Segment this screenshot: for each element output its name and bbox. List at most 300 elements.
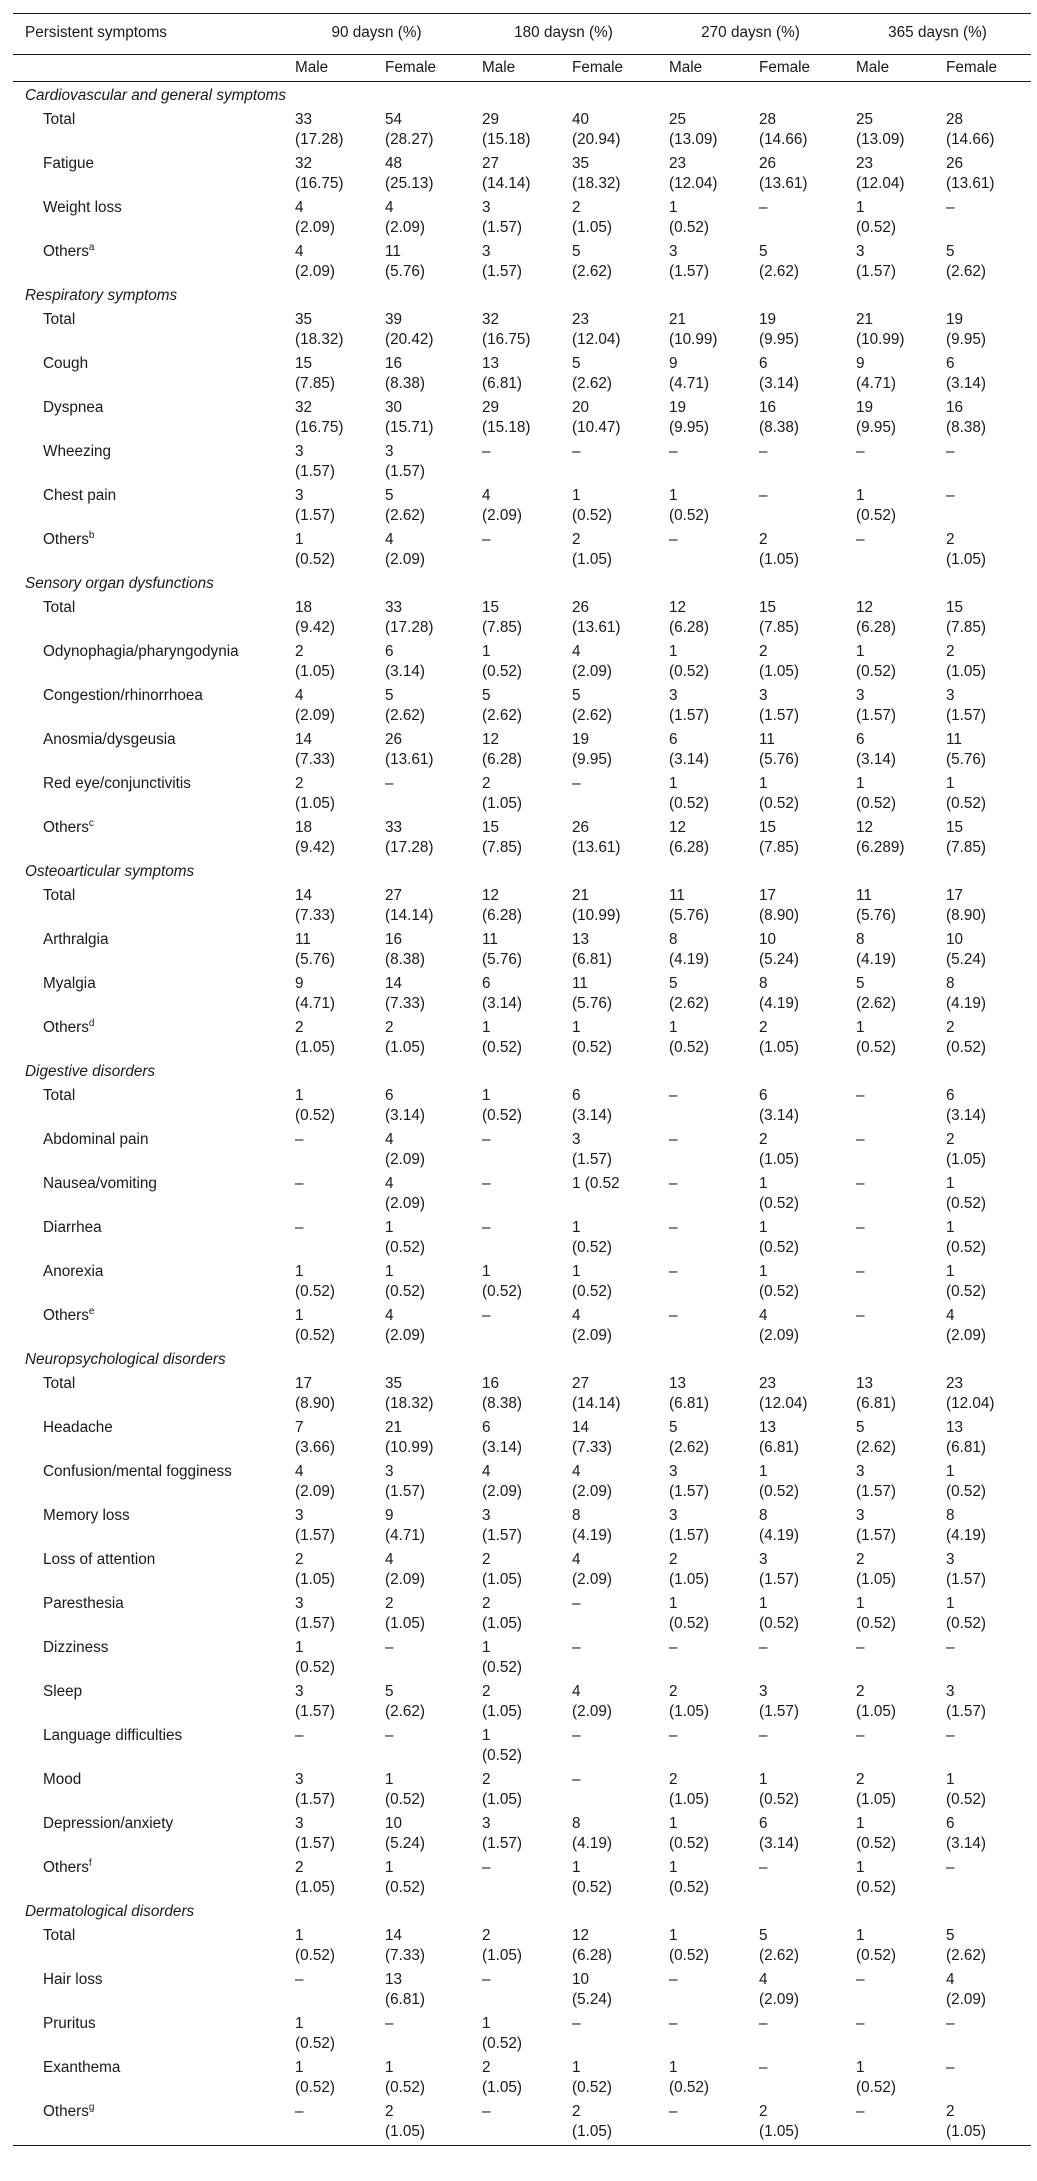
- value-cell: [470, 1170, 560, 1214]
- value-cell: [747, 770, 844, 814]
- count-value: 1: [482, 1727, 491, 1744]
- percent-value: (13.61): [759, 175, 808, 192]
- percent-value: (0.52): [759, 1239, 799, 1256]
- value-cell: [560, 150, 657, 194]
- count-value: 4: [946, 1307, 955, 1324]
- value-cell: [747, 1590, 844, 1634]
- value-cell: [560, 238, 657, 282]
- percent-value: (6.28): [856, 619, 896, 636]
- percent-value: (7.85): [482, 619, 522, 636]
- section-row: [13, 1898, 1031, 1922]
- value-cell: [747, 350, 844, 394]
- percent-value: (0.52): [482, 2035, 522, 2052]
- value-cell: [747, 1766, 844, 1810]
- count-value: –: [295, 1131, 304, 1148]
- count-value: 6: [946, 1087, 955, 1104]
- count-value: 3: [856, 243, 865, 260]
- percent-value: (13.09): [669, 131, 718, 148]
- count-value: 1: [946, 1463, 955, 1480]
- value-cell: [747, 970, 844, 1014]
- percent-value: (14.66): [759, 131, 808, 148]
- value-cell: [747, 882, 844, 926]
- value-cell: [283, 238, 373, 282]
- count-value: 13: [572, 931, 590, 948]
- percent-value: (2.62): [385, 707, 425, 724]
- percent-value: (20.94): [572, 131, 621, 148]
- table-row: [13, 1766, 1031, 1810]
- count-value: –: [669, 2015, 678, 2032]
- table-row: [13, 770, 1031, 814]
- value-cell: [560, 1502, 657, 1546]
- count-value: 15: [759, 599, 777, 616]
- percent-value: (1.57): [482, 263, 522, 280]
- percent-value: (1.57): [482, 219, 522, 236]
- count-value: 1: [759, 1219, 768, 1236]
- count-value: 2: [385, 1019, 394, 1036]
- value-cell: [844, 1414, 934, 1458]
- symptom-name: Dyspnea: [43, 399, 104, 416]
- table-row: [13, 1810, 1031, 1854]
- count-value: –: [759, 487, 768, 504]
- symptom-name: Total: [43, 311, 76, 328]
- table-row: [13, 526, 1031, 570]
- percent-value: (1.57): [946, 707, 986, 724]
- symptom-name-cell: [13, 1590, 283, 1634]
- count-value: 17: [759, 887, 777, 904]
- symptom-name-cell: [13, 682, 283, 726]
- percent-value: (1.05): [856, 1571, 896, 1588]
- value-cell: [657, 726, 747, 770]
- count-value: 3: [759, 1551, 768, 1568]
- count-value: 7: [295, 1419, 304, 1436]
- header-sex-male: Male: [844, 55, 934, 82]
- symptom-name-cell: [13, 882, 283, 926]
- percent-value: (0.52): [482, 1747, 522, 1764]
- value-cell: [470, 882, 560, 926]
- value-cell: [470, 194, 560, 238]
- value-cell: [373, 1014, 470, 1058]
- percent-value: (0.52): [572, 1283, 612, 1300]
- symptom-name-cell: [13, 926, 283, 970]
- symptom-name: Exanthema: [43, 2059, 121, 2076]
- count-value: 21: [572, 887, 590, 904]
- value-cell: [560, 306, 657, 350]
- table-row: [13, 106, 1031, 150]
- percent-value: (3.14): [759, 1107, 799, 1124]
- section-title: Dermatological disorders: [25, 1903, 195, 1920]
- value-cell: [657, 970, 747, 1014]
- table-row: [13, 1370, 1031, 1414]
- count-value: 5: [946, 243, 955, 260]
- value-cell: [470, 2010, 560, 2054]
- value-cell: [934, 1302, 1031, 1346]
- count-value: 1: [856, 643, 865, 660]
- percent-value: (6.81): [482, 375, 522, 392]
- symptom-name-cell: [13, 1414, 283, 1458]
- value-cell: [934, 1634, 1031, 1678]
- symptom-name: Mood: [43, 1771, 82, 1788]
- percent-value: (2.09): [482, 507, 522, 524]
- percent-value: (10.99): [385, 1439, 434, 1456]
- percent-value: (1.57): [295, 463, 335, 480]
- percent-value: (1.05): [759, 1039, 799, 1056]
- percent-value: (0.52): [856, 1039, 896, 1056]
- symptom-name-cell: [13, 1302, 283, 1346]
- percent-value: (3.14): [759, 375, 799, 392]
- symptom-name-cell: [13, 2054, 283, 2098]
- count-value: 26: [385, 731, 403, 748]
- value-cell: [470, 1014, 560, 1058]
- percent-value: (0.52): [385, 2079, 425, 2096]
- count-value: 33: [385, 599, 403, 616]
- value-cell: [283, 1302, 373, 1346]
- count-value: 4: [385, 199, 394, 216]
- count-value: 2: [946, 531, 955, 548]
- count-value: 4: [572, 1551, 581, 1568]
- value-cell: [844, 1170, 934, 1214]
- value-cell: [560, 1214, 657, 1258]
- count-value: 9: [856, 355, 865, 372]
- count-value: 27: [385, 887, 403, 904]
- percent-value: (0.52): [856, 2079, 896, 2096]
- percent-value: (2.09): [385, 551, 425, 568]
- value-cell: [844, 1370, 934, 1414]
- count-value: 6: [669, 731, 678, 748]
- percent-value: (0.52): [946, 795, 986, 812]
- percent-value: (0.52): [759, 1283, 799, 1300]
- count-value: 8: [572, 1815, 581, 1832]
- value-cell: [934, 1370, 1031, 1414]
- percent-value: (1.57): [295, 1703, 335, 1720]
- value-cell: [373, 2010, 470, 2054]
- count-value: –: [482, 1175, 491, 1192]
- symptom-name-cell: [13, 1722, 283, 1766]
- symptom-name: Abdominal pain: [43, 1131, 149, 1148]
- symptom-name-cell: [13, 1678, 283, 1722]
- section-title: Sensory organ dysfunctions: [25, 575, 214, 592]
- percent-value: (1.05): [669, 1703, 709, 1720]
- symptom-name: Loss of attention: [43, 1551, 156, 1568]
- count-value: 1: [856, 1859, 865, 1876]
- percent-value: (4.71): [385, 1527, 425, 1544]
- count-value: 6: [482, 1419, 491, 1436]
- count-value: –: [759, 2059, 768, 2076]
- count-value: 2: [482, 1595, 491, 1612]
- count-value: –: [856, 1219, 865, 1236]
- percent-value: (5.24): [946, 951, 986, 968]
- percent-value: (3.14): [482, 995, 522, 1012]
- count-value: 2: [482, 1683, 491, 1700]
- count-value: 11: [946, 731, 962, 748]
- percent-value: (7.33): [572, 1439, 612, 1456]
- value-cell: [657, 594, 747, 638]
- percent-value: (5.76): [856, 907, 896, 924]
- percent-value: (0.52): [295, 1327, 335, 1344]
- value-cell: [283, 1722, 373, 1766]
- value-cell: [470, 770, 560, 814]
- percent-value: (1.57): [385, 463, 425, 480]
- count-value: 1: [669, 1927, 678, 1944]
- value-cell: [373, 926, 470, 970]
- table-row: [13, 1126, 1031, 1170]
- percent-value: (0.52): [385, 1879, 425, 1896]
- percent-value: (1.57): [759, 1703, 799, 1720]
- count-value: 1: [295, 1087, 304, 1104]
- value-cell: [747, 638, 844, 682]
- percent-value: (2.09): [295, 707, 335, 724]
- count-value: –: [669, 1971, 678, 1988]
- value-cell: [283, 1414, 373, 1458]
- value-cell: [373, 1590, 470, 1634]
- symptom-name-cell: [13, 1922, 283, 1966]
- value-cell: [934, 438, 1031, 482]
- count-value: –: [482, 531, 491, 548]
- value-cell: [934, 1458, 1031, 1502]
- count-value: –: [295, 1971, 304, 1988]
- percent-value: (0.52): [295, 1107, 335, 1124]
- percent-value: (12.04): [856, 175, 905, 192]
- value-cell: [934, 2098, 1031, 2146]
- percent-value: (1.05): [946, 663, 986, 680]
- symptom-name: Others: [43, 1307, 89, 1324]
- value-cell: [934, 2010, 1031, 2054]
- value-cell: [747, 238, 844, 282]
- value-cell: [844, 1590, 934, 1634]
- count-value: 17: [946, 887, 964, 904]
- table-row: [13, 1502, 1031, 1546]
- value-cell: [560, 194, 657, 238]
- value-cell: [283, 770, 373, 814]
- count-value: 6: [946, 1815, 955, 1832]
- count-value: 27: [572, 1375, 590, 1392]
- value-cell: [283, 1810, 373, 1854]
- percent-value: (14.14): [572, 1395, 621, 1412]
- symptom-name-cell: [13, 194, 283, 238]
- table-row: [13, 194, 1031, 238]
- count-value: 8: [946, 975, 955, 992]
- count-value: 14: [572, 1419, 590, 1436]
- count-value: 39: [385, 311, 403, 328]
- value-cell: [560, 1126, 657, 1170]
- table-row: [13, 726, 1031, 770]
- count-value: 5: [385, 1683, 394, 1700]
- percent-value: (0.52): [669, 1615, 709, 1632]
- percent-value: (2.09): [572, 1327, 612, 1344]
- count-value: 4: [385, 531, 394, 548]
- value-cell: [934, 194, 1031, 238]
- count-value: 3: [482, 1507, 491, 1524]
- percent-value: (6.81): [946, 1439, 986, 1456]
- value-cell: [844, 1966, 934, 2010]
- symptom-name: Others: [43, 819, 89, 836]
- count-value: 15: [946, 599, 964, 616]
- symptom-name-cell: [13, 970, 283, 1014]
- percent-value: (1.57): [856, 1483, 896, 1500]
- count-value: 3: [669, 1463, 678, 1480]
- symptom-name: Language difficulties: [43, 1727, 183, 1744]
- count-value: 23: [572, 311, 590, 328]
- percent-value: (8.90): [759, 907, 799, 924]
- value-cell: [373, 1854, 470, 1898]
- value-cell: [747, 1414, 844, 1458]
- count-value: 35: [572, 155, 590, 172]
- value-cell: [283, 306, 373, 350]
- value-cell: [657, 770, 747, 814]
- value-cell: [747, 1810, 844, 1854]
- value-cell: [657, 2054, 747, 2098]
- table-row: [13, 1414, 1031, 1458]
- count-value: –: [856, 443, 865, 460]
- percent-value: (3.14): [482, 1439, 522, 1456]
- count-value: 6: [759, 1087, 768, 1104]
- table-row: [13, 482, 1031, 526]
- percent-value: (0.52): [946, 1039, 986, 1056]
- value-cell: [844, 726, 934, 770]
- value-cell: [844, 1014, 934, 1058]
- count-value: 1: [669, 1859, 678, 1876]
- count-value: –: [946, 2059, 955, 2076]
- symptom-name: Odynophagia/pharyngodynia: [43, 643, 239, 660]
- value-cell: [844, 1854, 934, 1898]
- count-value: 2: [385, 2103, 394, 2120]
- count-value: 12: [669, 599, 687, 616]
- count-value: 1: [669, 643, 678, 660]
- percent-value: (3.14): [572, 1107, 612, 1124]
- percent-value: (0.52): [946, 1483, 986, 1500]
- count-value: 13: [482, 355, 500, 372]
- value-cell: [934, 1546, 1031, 1590]
- value-cell: [657, 1678, 747, 1722]
- symptom-name-cell: [13, 306, 283, 350]
- count-value: –: [759, 1859, 768, 1876]
- table-row: [13, 438, 1031, 482]
- percent-value: (0.52): [856, 1615, 896, 1632]
- count-value: 6: [759, 355, 768, 372]
- percent-value: (25.13): [385, 175, 434, 192]
- count-value: 1: [295, 1639, 304, 1656]
- value-cell: [844, 194, 934, 238]
- value-cell: [747, 1502, 844, 1546]
- value-cell: [283, 1546, 373, 1590]
- percent-value: (17.28): [295, 131, 344, 148]
- value-cell: [934, 1014, 1031, 1058]
- symptom-name: Headache: [43, 1419, 113, 1436]
- count-value: 1: [295, 2059, 304, 2076]
- value-cell: [560, 1258, 657, 1302]
- count-value: 1: [295, 531, 304, 548]
- count-value: 32: [482, 311, 500, 328]
- count-value: 2: [669, 1551, 678, 1568]
- percent-value: (28.27): [385, 131, 434, 148]
- percent-value: (0.52): [572, 2079, 612, 2096]
- percent-value: (15.18): [482, 131, 531, 148]
- symptom-name: Arthralgia: [43, 931, 109, 948]
- value-cell: [470, 970, 560, 1014]
- value-cell: [657, 1810, 747, 1854]
- count-value: –: [856, 1639, 865, 1656]
- value-cell: [844, 238, 934, 282]
- value-cell: [934, 926, 1031, 970]
- table-row: [13, 1082, 1031, 1126]
- count-value: 1: [946, 1219, 955, 1236]
- value-cell: [560, 2098, 657, 2146]
- count-value: 1: [759, 1595, 768, 1612]
- percent-value: (6.81): [856, 1395, 896, 1412]
- percent-value: (4.19): [669, 951, 709, 968]
- value-cell: [844, 1126, 934, 1170]
- count-value: –: [572, 1771, 581, 1788]
- count-value: 4: [572, 1463, 581, 1480]
- value-cell: [657, 814, 747, 858]
- count-value: 2: [385, 1595, 394, 1612]
- percent-value: (13.09): [856, 131, 905, 148]
- count-value: 4: [482, 487, 491, 504]
- value-cell: [657, 1082, 747, 1126]
- count-value: 14: [385, 1927, 403, 1944]
- value-cell: [560, 814, 657, 858]
- value-cell: [560, 638, 657, 682]
- percent-value: (0.52): [669, 795, 709, 812]
- count-value: 5: [482, 687, 491, 704]
- value-cell: [373, 350, 470, 394]
- value-cell: [747, 814, 844, 858]
- percent-value: (5.76): [295, 951, 335, 968]
- count-value: –: [572, 1639, 581, 1656]
- percent-value: (3.14): [669, 751, 709, 768]
- symptom-name: Paresthesia: [43, 1595, 124, 1612]
- percent-value: (0.52): [759, 1195, 799, 1212]
- count-value: –: [572, 1727, 581, 1744]
- value-cell: [844, 594, 934, 638]
- value-cell: [470, 1922, 560, 1966]
- value-cell: [470, 1214, 560, 1258]
- value-cell: [747, 526, 844, 570]
- value-cell: [844, 882, 934, 926]
- count-value: 12: [482, 731, 500, 748]
- value-cell: [844, 1214, 934, 1258]
- value-cell: [747, 106, 844, 150]
- value-cell: [844, 1258, 934, 1302]
- percent-value: (2.62): [572, 375, 612, 392]
- value-cell: [373, 1766, 470, 1810]
- symptom-name-cell: [13, 350, 283, 394]
- percent-value: (2.62): [856, 1439, 896, 1456]
- count-value: 1: [385, 1771, 394, 1788]
- value-cell: [283, 1922, 373, 1966]
- count-value: 16: [482, 1375, 500, 1392]
- count-value: 1: [856, 199, 865, 216]
- percent-value: (0.52): [856, 219, 896, 236]
- percent-value: (3.14): [946, 1107, 986, 1124]
- percent-value: (1.05): [759, 663, 799, 680]
- count-value: 10: [385, 1815, 403, 1832]
- count-value: 1: [295, 1307, 304, 1324]
- count-value: 21: [385, 1419, 403, 1436]
- value-cell: [657, 1170, 747, 1214]
- percent-value: (1.57): [856, 1527, 896, 1544]
- value-cell: [747, 1966, 844, 2010]
- value-cell: [283, 2010, 373, 2054]
- value-cell: [934, 638, 1031, 682]
- count-value: –: [295, 1727, 304, 1744]
- percent-value: (9.42): [295, 619, 335, 636]
- percent-value: (6.289): [856, 839, 905, 856]
- table-row: [13, 1922, 1031, 1966]
- count-value: 23: [669, 155, 687, 172]
- value-cell: [373, 2054, 470, 2098]
- value-cell: [470, 2098, 560, 2146]
- count-value: 1: [669, 1815, 678, 1832]
